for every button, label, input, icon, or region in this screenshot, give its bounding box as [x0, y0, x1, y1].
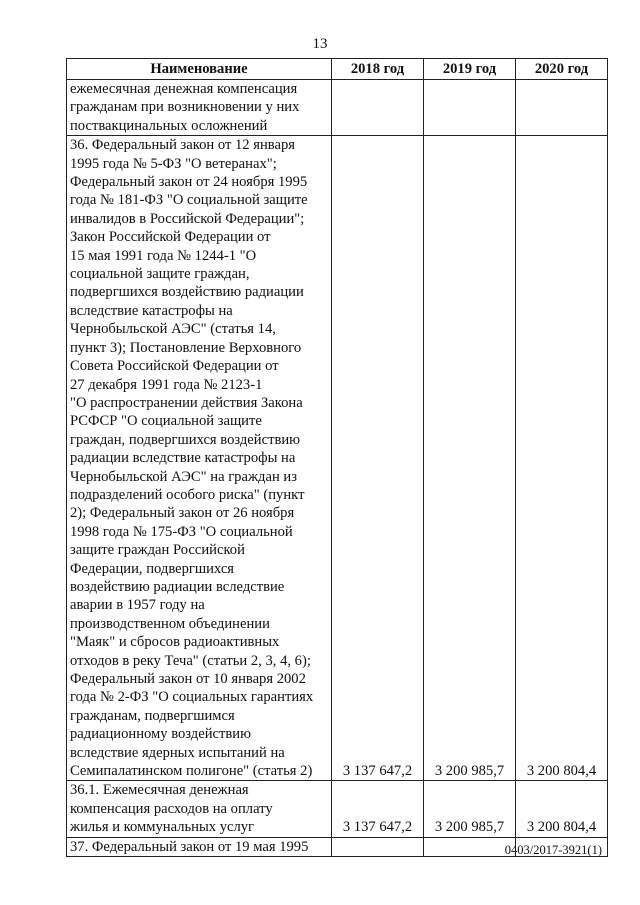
row-name-line: воздействию радиации вследствие	[70, 578, 285, 595]
value-cell-2020	[516, 80, 608, 136]
value-cell-2020: 3 200 804,4	[516, 781, 608, 837]
row-name-line: граждан, подвергшихся воздействию	[70, 431, 301, 448]
row-name-line: подвергшихся воздействию радиации	[70, 284, 304, 301]
row-name-line: 1998 года № 175-ФЗ "О социальной	[70, 523, 293, 540]
row-name-line: РСФСР "О социальной защите	[70, 413, 262, 430]
row-name-line: ежемесячная денежная компенсация	[70, 81, 298, 97]
header-name: Наименование	[67, 59, 332, 80]
row-name-line: 2); Федеральный закон от 26 ноября	[70, 505, 295, 522]
value-cell-2018: 3 137 647,2	[332, 781, 424, 837]
value-cell-2020: 3 200 804,4	[516, 136, 608, 781]
row-name-line: производственном объединении	[70, 615, 270, 632]
table-row	[67, 781, 608, 837]
row-name-line: компенсация расходов на оплату	[70, 800, 273, 817]
row-name-line: 36.1. Ежемесячная денежная	[70, 782, 249, 799]
row-name-line: "О распространении действия Закона	[70, 394, 303, 411]
value-cell-2018	[332, 80, 424, 136]
row-name-line: поствакцинальных осложнений	[70, 117, 268, 134]
row-name-line: гражданам, подвергшимся	[70, 707, 235, 724]
row-name-line: Закон Российской Федерации от	[70, 229, 271, 246]
row-name-line: Чернобыльской АЭС" на граждан из	[70, 468, 297, 485]
row-name-line: 27 декабря 1991 года № 2123-1	[70, 376, 263, 393]
row-name-line: года № 2-ФЗ "О социальных гарантиях	[70, 689, 314, 706]
header-2018: 2018 год	[332, 59, 424, 80]
row-name-line: радиационному воздействию	[70, 726, 251, 743]
table-header-row	[67, 59, 608, 80]
row-name-line: 37. Федеральный закон от 19 мая 1995	[70, 838, 309, 855]
value-cell-2019: 3 200 985,7	[424, 136, 516, 781]
row-name-line: отходов в реку Теча" (статьи 2, 3, 4, 6);	[70, 652, 311, 669]
row-name-line: вследствие ядерных испытаний на	[70, 744, 285, 761]
row-name-cell	[67, 837, 332, 856]
row-name-line: радиации вследствие катастрофы на	[70, 450, 296, 467]
row-name-line: аварии в 1957 году на	[70, 597, 205, 614]
row-name-line: вследствие катастрофы на	[70, 302, 233, 319]
value-cell-2019	[424, 80, 516, 136]
row-name-line: 15 мая 1991 года № 1244-1 "О	[70, 247, 257, 264]
value-cell-2018: 3 137 647,2	[332, 136, 424, 781]
row-name-cell	[67, 136, 332, 781]
row-name-cell	[67, 781, 332, 837]
row-name-line: социальной защите граждан,	[70, 266, 250, 283]
value-cell-2019: 3 200 985,7	[424, 781, 516, 837]
table-body	[67, 80, 608, 857]
row-name-line: подразделений особого риска" (пункт	[70, 486, 305, 503]
row-name-line: Федерации, подвергшихся	[70, 560, 235, 577]
row-name-line: пункт 3); Постановление Верховного	[70, 339, 302, 356]
document-code: 0403/2017-3921(1)	[504, 843, 602, 857]
row-name-line: Чернобыльской АЭС" (статья 14,	[70, 321, 276, 338]
row-name-line: Совета Российской Федерации от	[70, 358, 279, 375]
row-name-line: инвалидов в Российской Федерации";	[70, 210, 305, 227]
row-name-cell	[67, 80, 332, 136]
budget-table	[66, 58, 608, 857]
page-number: 13	[312, 36, 328, 52]
header-2020: 2020 год	[516, 59, 608, 80]
row-name-line: жилья и коммунальных услуг	[70, 819, 255, 836]
table-row	[67, 80, 608, 136]
row-name-line: гражданам при возникновении у них	[70, 99, 300, 116]
value-cell-2019	[424, 837, 516, 856]
row-name-line: Федеральный закон от 10 января 2002	[70, 671, 306, 687]
row-name-line: 1995 года № 5-ФЗ "О ветеранах";	[70, 155, 277, 172]
row-name-line: года № 181-ФЗ "О социальной защите	[70, 192, 308, 209]
row-name-line: "Маяк" и сбросов радиоактивных	[70, 634, 280, 651]
value-cell-2018	[332, 837, 424, 856]
row-name-line: 36. Федеральный закон от 12 января	[70, 137, 295, 154]
row-name-line: Федеральный закон от 24 ноября 1995	[70, 174, 308, 191]
table-row	[67, 136, 608, 781]
row-name-line: защите граждан Российской	[70, 542, 245, 559]
header-2019: 2019 год	[424, 59, 516, 80]
row-name-line: Семипалатинском полигоне" (статья 2)	[70, 763, 313, 780]
